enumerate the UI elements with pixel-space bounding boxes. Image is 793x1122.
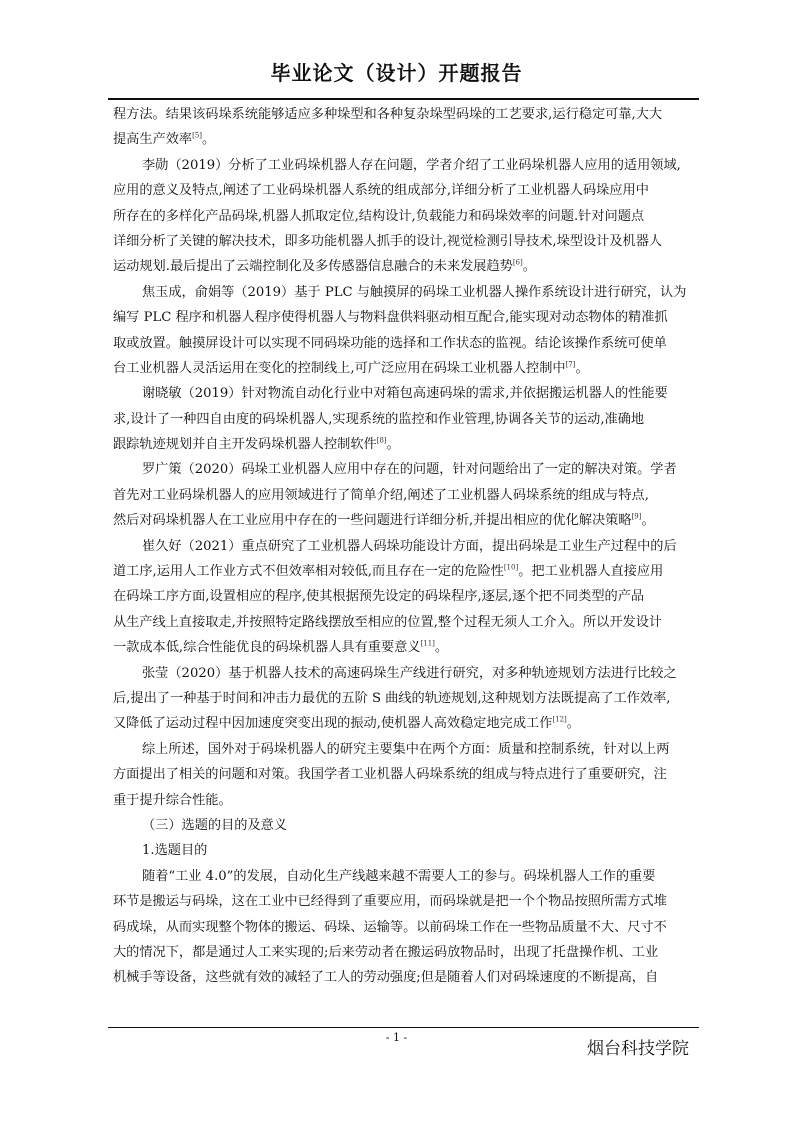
text-line bbox=[113, 559, 699, 584]
text-line-tail: 。 bbox=[575, 360, 589, 376]
text-line-content: 综上所述，国外对于码垛机器人的研究主要集中在两个方面：质量和控制系统，针对以上两 bbox=[142, 741, 670, 757]
citation-ref: [12] bbox=[552, 715, 567, 724]
text-line-content: 崔久好（2021）重点研究了工业机器人码垛功能设计方面，提出码垛是工业生产过程中的后 bbox=[142, 538, 677, 554]
text-line-content: 方面提出了相关的问题和对策。我国学者工业机器人码垛系统的组成与特点进行了重要研究，注 bbox=[113, 767, 667, 783]
citation-ref: [8] bbox=[376, 436, 387, 445]
citation-ref: [6] bbox=[512, 258, 523, 267]
text-line bbox=[113, 178, 699, 203]
page-title: 毕业论文（设计）开题报告 bbox=[270, 61, 523, 85]
text-line-content: 环节是搬运与码垛，这在工业中已经得到了重要应用，而码垛就是把一个个物品按照所需方式堆 bbox=[113, 894, 667, 910]
text-line bbox=[113, 661, 699, 686]
text-line bbox=[113, 204, 699, 229]
text-line bbox=[113, 407, 699, 432]
text-line-content: 跟踪轨迹规划并自主开发码垛机器人控制软件 bbox=[113, 437, 377, 453]
text-line bbox=[113, 127, 699, 152]
text-line-content: 详细分析了关键的解决技术，即多功能机器人抓手的设计,视觉检测引导技术,垛型设计及机器人 bbox=[113, 233, 663, 249]
text-line-content: 首先对工业码垛机器人的应用领域进行了简单介绍,阐述了工业机器人码垛系统的组成与特点, bbox=[113, 487, 649, 503]
text-line bbox=[113, 381, 699, 406]
citation-ref: [5] bbox=[192, 132, 203, 140]
text-line bbox=[113, 229, 699, 254]
text-line bbox=[113, 153, 699, 178]
text-line-content: 1.选题目的 bbox=[142, 843, 208, 859]
text-line bbox=[113, 940, 699, 965]
text-line bbox=[113, 864, 699, 889]
citation-ref: [11] bbox=[420, 639, 435, 648]
citation-ref: [10] bbox=[503, 563, 519, 572]
text-line bbox=[113, 584, 699, 609]
text-line-tail: 。 bbox=[202, 132, 216, 148]
header-divider bbox=[108, 98, 699, 100]
text-line bbox=[113, 534, 699, 559]
text-line bbox=[113, 915, 699, 940]
text-line-content: 李勋（2019）分析了工业码垛机器人存在问题，学者介绍了工业码垛机器人应用的适用领域, bbox=[142, 157, 681, 173]
text-line bbox=[113, 610, 699, 635]
text-line bbox=[113, 483, 699, 508]
page-number: - 1 - bbox=[385, 1031, 408, 1044]
text-line-content: 又降低了运动过程中因加速度突变出现的振动,使机器人高效稳定地完成工作 bbox=[113, 716, 553, 732]
text-line-content: 取或放置。触摸屏设计可以实现不同码垛功能的选择和工作状态的监视。结论该操作系统可使单 bbox=[113, 335, 667, 351]
text-line-tail: 。 bbox=[386, 437, 400, 453]
text-line bbox=[113, 635, 699, 660]
text-line-content: 随着“工业 4.0”的发展，自动化生产线越来越不需要人工的参与。码垛机器人工作的重要 bbox=[142, 868, 656, 884]
body-text bbox=[113, 102, 699, 991]
text-line-tail: 。把工业机器人直接应用 bbox=[518, 564, 664, 580]
text-line-content: 大的情况下，都是通过人工来实现的;后来劳动者在搬运码放物品时，出现了托盘操作机、工业 bbox=[113, 944, 659, 960]
text-line bbox=[113, 965, 699, 990]
text-line bbox=[113, 711, 699, 736]
text-line-content: 编写 PLC 程序和机器人程序使得机器人与物料盘供料驱动相互配合,能实现对动态物体的精准抓 bbox=[113, 310, 668, 326]
text-line-content: 谢晓敏（2019）针对物流自动化行业中对箱包高速码垛的需求,并依据搬运机器人的性能要 bbox=[142, 386, 668, 402]
citation-ref: [9] bbox=[631, 512, 642, 521]
text-line bbox=[113, 838, 699, 863]
text-line bbox=[113, 813, 699, 838]
text-line-content: 张莹（2020）基于机器人技术的高速码垛生产线进行研究，对多种轨迹规划方法进行比较之 bbox=[142, 665, 677, 681]
text-line-content: 然后对码垛机器人在工业应用中存在的一些问题进行详细分析,并提出相应的优化解决策略 bbox=[113, 513, 632, 529]
text-line-content: 后,提出了一种基于时间和冲击力最优的五阶 S 曲线的轨迹规划,这种规划方法既提高了工作效率, bbox=[113, 690, 671, 706]
text-line-content: 运动规划.最后提出了云端控制化及多传感器信息融合的未来发展趋势 bbox=[113, 259, 513, 275]
text-line bbox=[113, 737, 699, 762]
text-line-content: 台工业机器人灵活运用在变化的控制线上,可广泛应用在码垛工业机器人控制中 bbox=[113, 360, 566, 376]
text-line bbox=[113, 508, 699, 533]
text-line-content: 程方法。结果该码垛系统能够适应多种垛型和各种复杂垛型码垛的工艺要求,运行稳定可靠,大大 bbox=[113, 107, 663, 122]
text-line-content: 从生产线上直接取走,并按照特定路线摆放至相应的位置,整个过程无须人工介入。所以开发设计 bbox=[113, 614, 663, 630]
footer-divider bbox=[108, 1027, 699, 1028]
text-line bbox=[113, 889, 699, 914]
text-line-content: 所存在的多样化产品码垛,机器人抓取定位,结构设计,负载能力和码垛效率的问题.针对问题点 bbox=[113, 208, 645, 224]
text-line bbox=[113, 102, 699, 127]
text-line-content: 一款成本低,综合性能优良的码垛机器人具有重要意义 bbox=[113, 640, 421, 656]
text-line-content: 焦玉成，俞娟等（2019）基于 PLC 与触摸屏的码垛工业机器人操作系统设计进行研究，认为 bbox=[142, 284, 687, 300]
text-line bbox=[113, 254, 699, 279]
text-line-content: 重于提升综合性能。 bbox=[113, 792, 232, 808]
text-line-tail: 。 bbox=[641, 513, 655, 529]
text-line bbox=[113, 457, 699, 482]
text-line-tail: 。 bbox=[434, 640, 449, 656]
text-line-content: 罗广策（2020）码垛工业机器人应用中存在的问题，针对问题给出了一定的解决对策。学者 bbox=[142, 462, 677, 478]
text-line-content: 机械手等设备，这些就有效的减轻了工人的劳动强度;但是随着人们对码垛速度的不断提高，自 bbox=[113, 970, 659, 986]
text-line-tail: 。 bbox=[566, 716, 580, 732]
text-line bbox=[113, 762, 699, 787]
text-line-tail: 。 bbox=[522, 259, 536, 275]
text-line bbox=[113, 280, 699, 305]
text-line-content: 应用的意义及特点,阐述了工业码垛机器人系统的组成部分,详细分析了工业机器人码垛应用中 bbox=[113, 183, 649, 199]
text-line bbox=[113, 356, 699, 381]
text-line bbox=[113, 331, 699, 356]
school-name: 烟台科技学院 bbox=[587, 1039, 689, 1059]
text-line-content: 道工序,运用人工作业方式不但效率相对较低,而且存在一定的危险性 bbox=[113, 564, 504, 580]
text-line-content: 码成垛，从而实现整个物体的搬运、码垛、运输等。以前码垛工作在一些物品质量不大、尺寸不 bbox=[113, 919, 667, 935]
text-line-content: （三）选题的目的及意义 bbox=[142, 817, 288, 833]
text-line-content: 在码垛工序方面,设置相应的程序,使其根据预先设定的码垛程序,逐层,逐个把不同类型的产品 bbox=[113, 589, 645, 605]
text-line bbox=[113, 788, 699, 813]
citation-ref: [7] bbox=[565, 360, 576, 369]
text-line bbox=[113, 432, 699, 457]
text-line-content: 提高生产效率 bbox=[113, 132, 193, 148]
text-line-content: 求,设计了一种四自由度的码垛机器人,实现系统的监控和作业管理,协调各关节的运动,准确地 bbox=[113, 411, 645, 427]
text-line bbox=[113, 305, 699, 330]
text-line bbox=[113, 686, 699, 711]
